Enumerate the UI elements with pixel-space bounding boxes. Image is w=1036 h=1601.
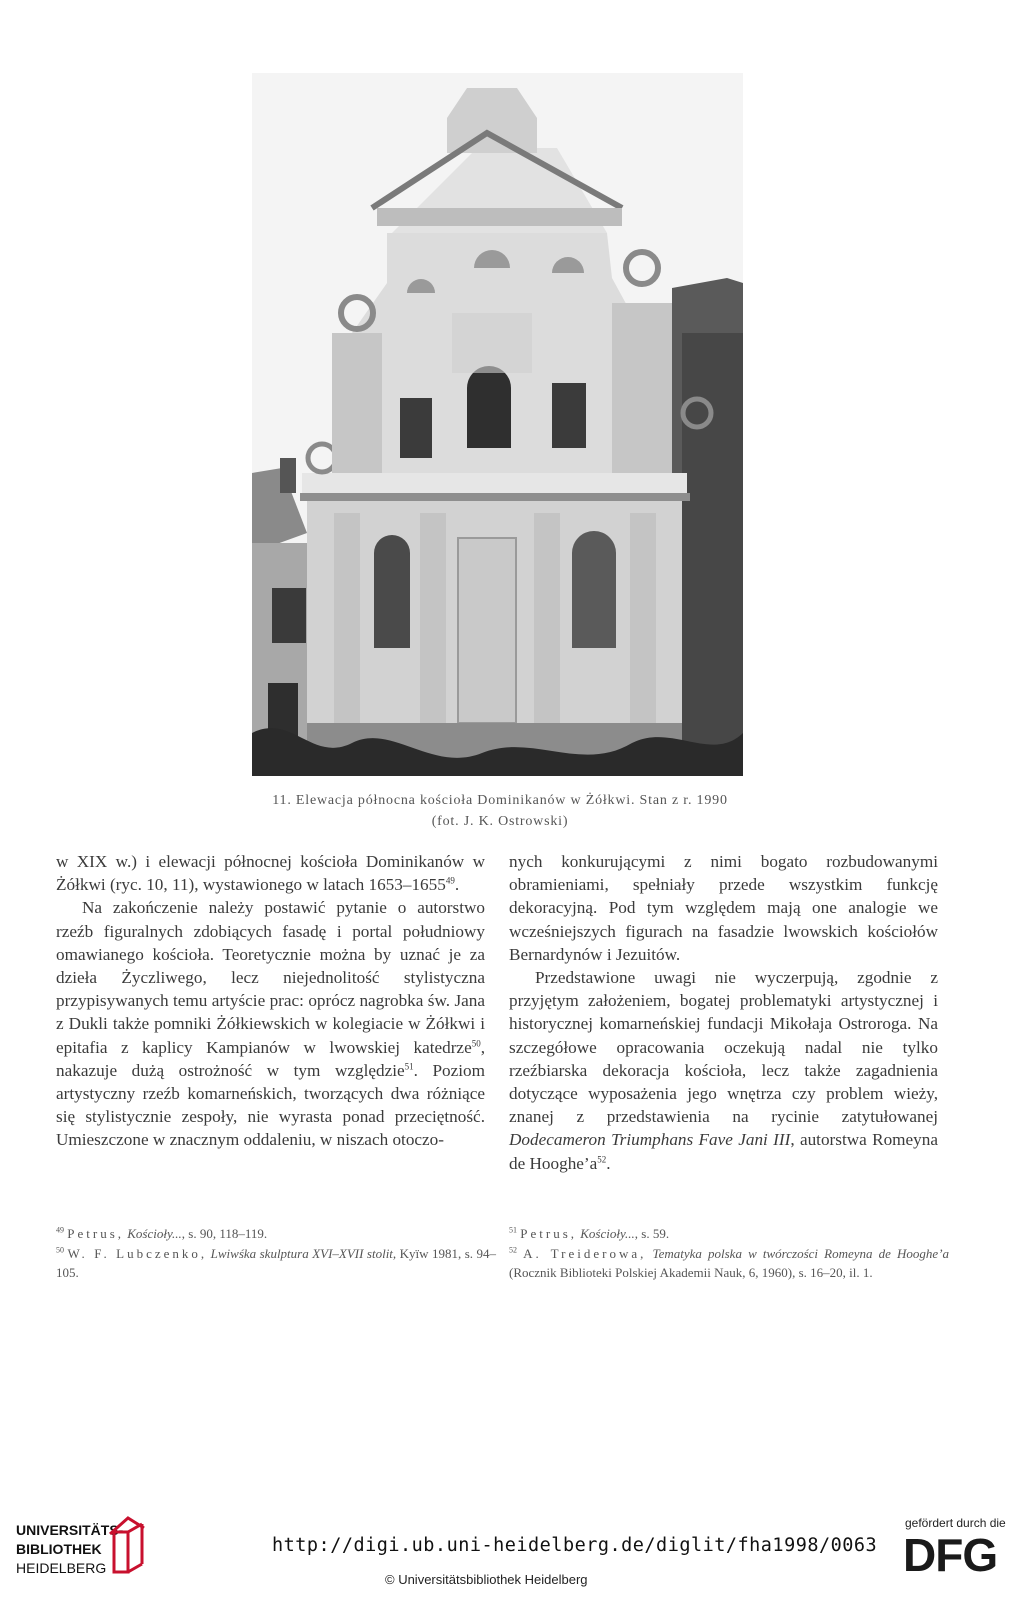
- left-text-column: [56, 850, 485, 1152]
- footnote-49: [56, 1224, 496, 1244]
- footnote-52: [509, 1244, 949, 1283]
- library-line-1: UNIVERSITÄTS-: [16, 1522, 124, 1538]
- paragraph-text: , autorstwa Romeyna de Hooghe’a: [509, 1130, 938, 1173]
- footnote-number: 52: [509, 1245, 517, 1255]
- paragraph-text: Na zakończenie należy postawić pytanie o autorstwo rzeźb figuralnych zdobiących fasadę i portal południowy omawianego kościoła. Teoretycznie można by uznać je za dzieła Życzliwego, lecz niejednolitość stylistyczna przypisywanych temu artyście prac: oprócz nagrobka św. Jana z Dukli także pomniki Żółkiewskich w kolegiacie w Żółkwi i epitafia z kaplicy Kampianów w lwowskiej katedrze: [56, 898, 485, 1057]
- footnote-title: Kościoły...: [127, 1226, 182, 1241]
- footnote-author: Petrus,: [520, 1226, 577, 1241]
- footnote-50: [56, 1244, 496, 1283]
- footnote-text: Kyïw 1981, s. 94–105.: [56, 1245, 496, 1280]
- paragraph: [56, 896, 485, 1151]
- library-logo-icon: [106, 1514, 146, 1578]
- footnote-ref: 49: [445, 875, 455, 886]
- paragraph-text: .: [606, 1153, 611, 1173]
- funded-by-label: gefördert durch die: [905, 1516, 1006, 1530]
- footnote-author: Petrus,: [67, 1226, 124, 1241]
- copyright-notice: © Universitätsbibliothek Heidelberg: [385, 1572, 588, 1587]
- paragraph-text: , nakazuje dużą ostrożność w tym względzie: [56, 1037, 485, 1080]
- paragraph-text: nych konkurującymi z nimi bogato rozbudowanymi obramieniami, spełniały przede wszystkim funkcję dekoracyjną. Pod tym względem mają one analogie we wcześniejszych figurach na fasadzie lwowskich kościołów Bernardynów i Jezuitów.: [509, 852, 938, 964]
- footnote-ref: 51: [404, 1061, 414, 1072]
- footnote-author: A. Treiderowa,: [523, 1245, 647, 1261]
- footnote-number: 50: [56, 1245, 64, 1255]
- footnote-number: 49: [56, 1225, 64, 1235]
- caption-line-2: (fot. J. K. Ostrowski): [431, 814, 569, 829]
- footnote-number: 51: [509, 1225, 517, 1235]
- footnote-title: Lwiwśka skulptura XVI–XVII stolit,: [210, 1245, 397, 1261]
- footnotes-right: [509, 1224, 949, 1283]
- paragraph-text: Przedstawione uwagi nie wyczerpują, zgodnie z przyjętym założeniem, bogatej problematyki artystycznej i historycznej komarneńskiej fundacji Mikołaja Ostroroga. Na szczegółowe opracowania oczekują nadal nie tylko rzeźbiarska dekoracja kościoła, lecz także zagadnienia dotyczące wyposażenia jego wnętrza czy problem wieży, znanej z przedstawienia na rycinie zatytułowanej: [509, 968, 938, 1127]
- footnote-text: (Rocznik Biblioteki Polskiej Akademii Nauk, 6, 1960), s. 16–20, il. 1.: [509, 1265, 873, 1280]
- paragraph: [509, 966, 938, 1175]
- footnote-title: Tematyka polska w twórczości Romeyna de Hooghe’a: [652, 1245, 950, 1261]
- library-line-2: BIBLIOTHEK: [16, 1541, 102, 1557]
- footnote-title: Kościoły...: [580, 1226, 635, 1241]
- work-title: Dodecameron Triumphans Fave Jani III: [509, 1130, 791, 1150]
- paragraph-text: w XIX w.) i elewacji północnej kościoła Dominikanów w Żółkwi (ryc. 10, 11), wystawionego w latach 1653–1655: [56, 852, 485, 895]
- paragraph: w XIX w.) i elewacji północnej kościoła Dominikanów w Żółkwi (ryc. 10, 11), wystawionego w latach 1653–1655$^{49}$.: [56, 852, 485, 895]
- caption-line-1: 11. Elewacja północna kościoła Dominikanów w Żółkwi. Stan z r. 1990: [272, 793, 728, 808]
- right-text-column: [509, 850, 938, 1175]
- footnote-ref: 52: [597, 1153, 607, 1164]
- footnote-author: W. F. Lubczenko,: [67, 1245, 208, 1261]
- church-facade-photo: [252, 73, 743, 776]
- paragraph-text: . Poziom artystyczny rzeźb komarneńskich, tworzących dwa różniące się stylistycznie zespoły, nie wyrasta ponad przeciętność. Umieszczone w znacznym oddaleniu, w niszach otoczo-: [56, 1060, 485, 1150]
- footnote-text: , s. 59.: [634, 1226, 670, 1241]
- footnotes-left: [56, 1224, 496, 1283]
- footnote-ref: 50: [471, 1037, 481, 1048]
- source-url-link[interactable]: http://digi.ub.uni-heidelberg.de/diglit/fha1998/0063: [272, 1535, 878, 1556]
- footnote-text: , s. 90, 118–119.: [181, 1226, 268, 1241]
- library-line-3: HEIDELBERG: [16, 1560, 107, 1576]
- figure-caption: [200, 790, 800, 832]
- footnote-51: [509, 1224, 949, 1244]
- paragraph: [509, 850, 938, 966]
- dfg-logo: DFG: [903, 1529, 998, 1581]
